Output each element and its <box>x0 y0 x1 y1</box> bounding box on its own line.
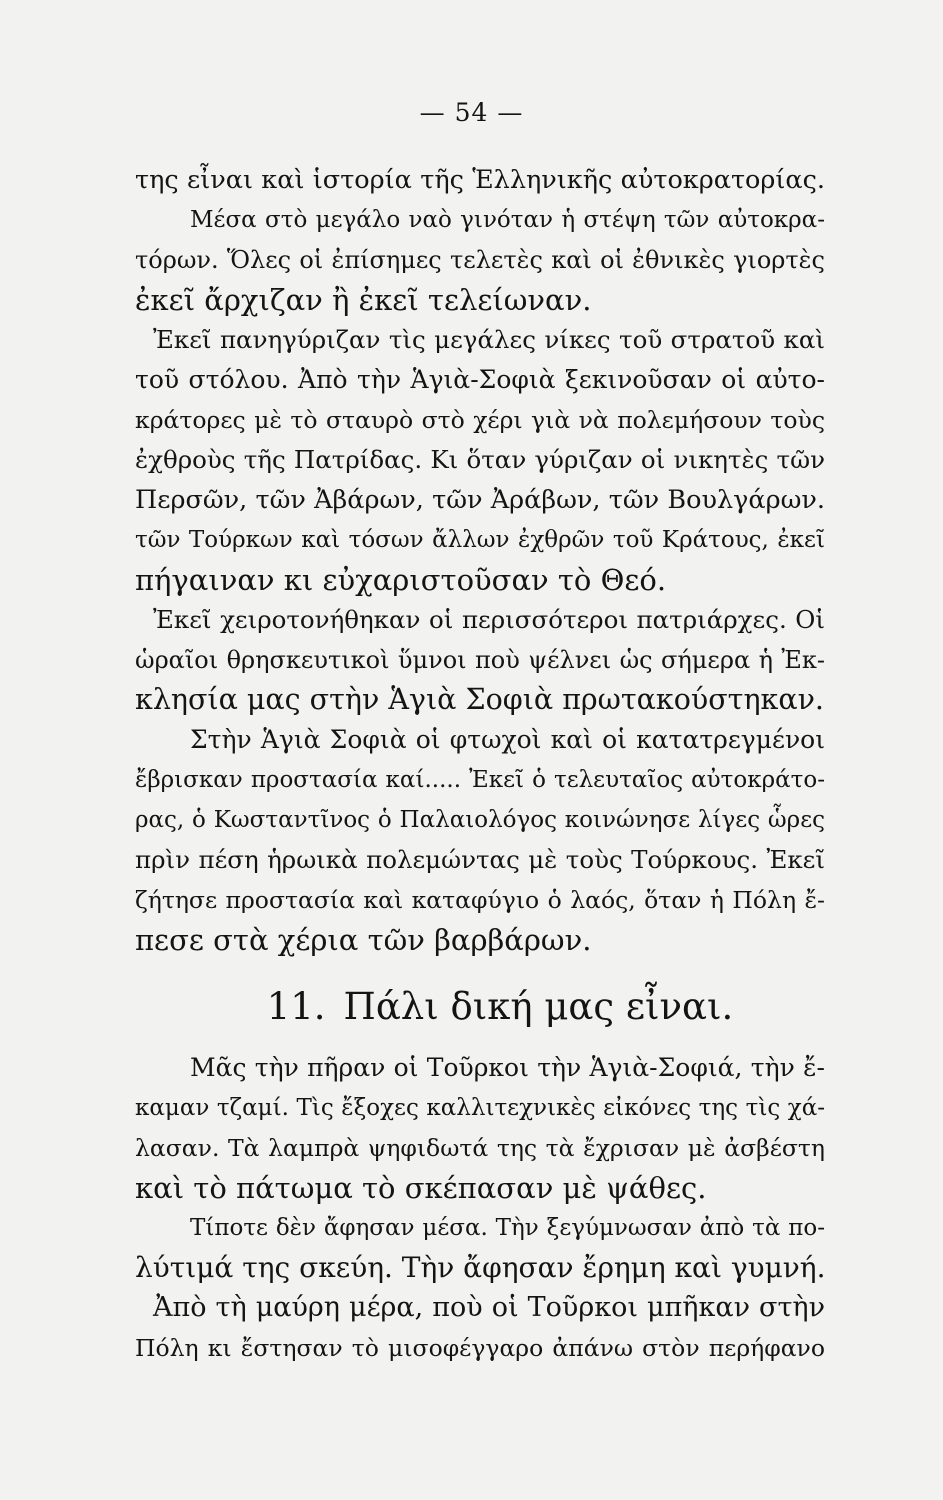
text-line: ζήτησε προστασία καὶ καταφύγιο ὁ λαός, ὅταν ἡ Πόλη ἔ- <box>135 886 825 914</box>
text-line: Πόλη κι ἔστησαν τὸ μισοφέγγαρο ἀπάνω στὸν περήφανο <box>135 1334 825 1362</box>
text-line: λασαν. Τὰ λαμπρὰ ψηφιδωτά της τὰ ἔχρισαν μὲ ἀσβέστη <box>135 1134 825 1162</box>
section-title: Πάλι δική μας εἶναι. <box>343 985 734 1028</box>
text-line: Περσῶν, τῶν Ἀβάρων, τῶν Ἀράβων, τῶν Βουλγάρων. <box>135 485 825 515</box>
text-line: Ἐκεῖ χειροτονήθηκαν οἱ περισσότεροι πατριάρχες. Οἱ <box>153 605 825 634</box>
text-line: κράτορες μὲ τὸ σταυρὸ στὸ χέρι γιὰ νὰ πολεμήσουν τοὺς <box>135 406 825 434</box>
text-line: Μέσα στὸ μεγάλο ναὸ γινόταν ἡ στέψη τῶν αὐτοκρα- <box>190 207 825 233</box>
text-line: ἐκεῖ ἄρχιζαν ἢ ἐκεῖ τελείωναν. <box>135 283 592 317</box>
text-line: της εἶναι καὶ ἱστορία τῆς Ἑλληνικῆς αὐτοκρατορίας. <box>135 165 825 195</box>
text-line: ρας, ὁ Κωσταντῖνος ὁ Παλαιολόγος κοινώνησε λίγες ὧρες <box>135 807 825 833</box>
text-line: καὶ τὸ πάτωμα τὸ σκέπασαν μὲ ψάθες. <box>135 1171 707 1205</box>
text-line: Στὴν Ἁγιὰ Σοφιὰ οἱ φτωχοὶ καὶ οἱ κατατρεγμένοι <box>190 725 825 754</box>
section-number: 11. <box>266 985 326 1028</box>
text-line: τῶν Τούρκων καὶ τόσων ἄλλων ἐχθρῶν τοῦ Κράτους, ἐκεῖ <box>135 527 825 553</box>
section-heading <box>135 976 825 1038</box>
text-line: Ἀπὸ τὴ μαύρη μέρα, ποὺ οἱ Τοῦρκοι μπῆκαν στὴν <box>153 1292 825 1323</box>
text-line: λύτιμά της σκεύη. Τὴν ἄφησαν ἔρημη καὶ γυμνή. <box>135 1251 826 1284</box>
text-line: πεσε στὰ χέρια τῶν βαρβάρων. <box>135 923 592 957</box>
text-line: Τίποτε δὲν ἄφησαν μέσα. Τὴν ξεγύμνωσαν ἀπὸ τὰ πο- <box>190 1215 825 1241</box>
page-number: — 54 — <box>419 98 524 127</box>
text-line: καμαν τζαμί. Τὶς ἔξοχες καλλιτεχνικὲς εἰκόνες της τὶς χά- <box>135 1095 825 1121</box>
text-line: πρὶν πέση ἡρωικὰ πολεμώντας μὲ τοὺς Τούρκους. Ἐκεῖ <box>135 845 825 874</box>
text-line: Ἐκεῖ πανηγύριζαν τὶς μεγάλες νίκες τοῦ στρατοῦ καὶ <box>153 325 825 354</box>
text-line: ἔβρισκαν προστασία καί..... Ἐκεῖ ὁ τελευταῖος αὐτοκράτο- <box>135 767 825 793</box>
text-line: πήγαιναν κι εὐχαριστοῦσαν τὸ Θεό. <box>135 563 667 597</box>
text-line: τοῦ στόλου. Ἀπὸ τὴν Ἁγιὰ-Σοφιὰ ξεκινοῦσαν οἱ αὐτο- <box>135 365 825 394</box>
text-line: ὡραῖοι θρησκευτικοὶ ὕμνοι ποὺ ψέλνει ὡς σήμερα ἡ Ἐκ- <box>135 646 825 674</box>
text-line: ἐχθροὺς τῆς Πατρίδας. Κι ὅταν γύριζαν οἱ νικητὲς τῶν <box>135 445 825 474</box>
text-line: κλησία μας στὴν Ἁγιὰ Σοφιὰ πρωτακούστηκαν. <box>135 683 824 716</box>
body-text <box>135 160 825 1368</box>
text-line: τόρων. Ὅλες οἱ ἐπίσημες τελετὲς καὶ οἱ ἐθνικὲς γιορτὲς <box>135 246 825 274</box>
text-line: Μᾶς τὴν πῆραν οἱ Τοῦρκοι τὴν Ἁγιὰ-Σοφιά, τὴν ἔ- <box>190 1053 825 1082</box>
